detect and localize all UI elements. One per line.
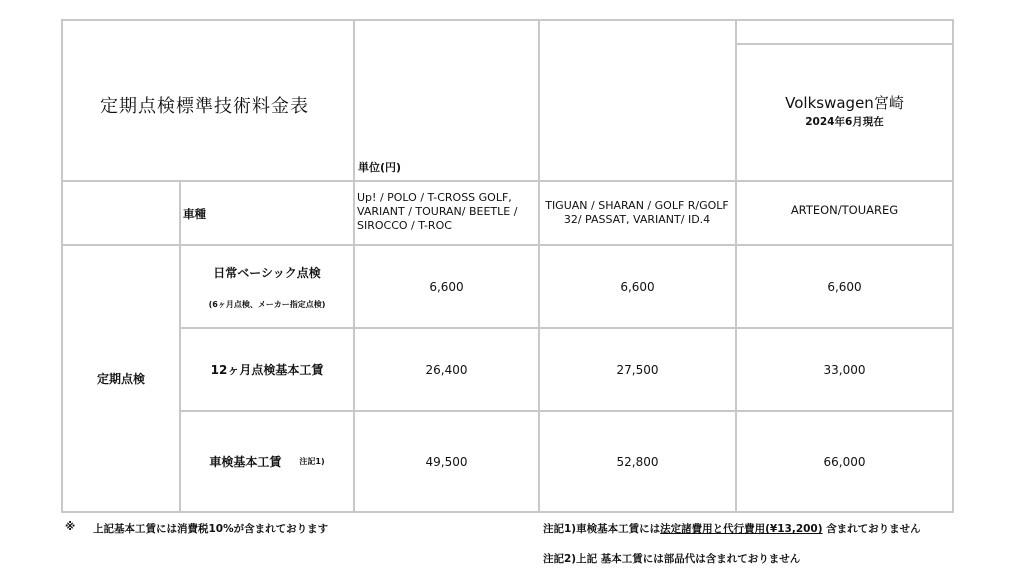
footnote-2: 注記2)上記 基本工賃には部品代は含まれておりません: [543, 553, 801, 565]
table-cell: 66,000: [823, 454, 866, 469]
section-label: 定期点検: [96, 372, 145, 386]
as-of-date: 2024年6月現在: [805, 116, 884, 128]
table-cell: 6,600: [429, 279, 464, 294]
grid-line-header-bottom: [61, 180, 954, 182]
footnote-1-tail: 含まれておりません: [826, 523, 921, 535]
row-name: 車検基本工賃: [209, 455, 282, 469]
dealer-name: Volkswagen宮崎: [785, 94, 904, 112]
dealer-block: [737, 92, 952, 129]
footnote-1-fees: 法定諸費用と代行費用(¥13,200): [660, 523, 823, 535]
unit-label: 単位(円): [358, 161, 402, 174]
grid-line-bottom: [61, 511, 954, 513]
vehicle-group-1: Up! / POLO / T-CROSS GOLF, VARIANT / TOURAN/ BEETLE / SIROCCO / T-ROC: [357, 191, 518, 232]
table-row-label: [181, 246, 353, 327]
table-row-label: [181, 412, 353, 511]
row-name: 12ヶ月点検基本工賃: [210, 363, 324, 377]
table-cell: 6,600: [620, 279, 655, 294]
table-row-label: [181, 329, 353, 410]
table-cell: 27,500: [616, 362, 659, 377]
tax-note-mark: ※: [65, 521, 76, 533]
row-name: 日常ベーシック点検: [213, 265, 321, 280]
vehicle-group-2: TIGUAN / SHARAN / GOLF R/GOLF 32/ PASSAT, VARIANT/ ID.4: [545, 199, 729, 226]
row-sub: 注記1): [299, 457, 325, 466]
vehicle-group-3: ARTEON/TOUAREG: [790, 203, 899, 217]
table-cell: 49,500: [425, 454, 468, 469]
table-cell: 6,600: [827, 279, 862, 294]
row-sub: (6ヶ月点検、メーカー指定点検): [208, 299, 326, 309]
table-cell: 33,000: [823, 362, 866, 377]
footnote-1-lead: 注記1)車検基本工賃には: [543, 523, 661, 535]
grid-line-top: [61, 19, 954, 21]
vehicle-type-label: 車種: [183, 207, 206, 221]
table-cell: 26,400: [425, 362, 468, 377]
grid-line-dealer-top: [735, 43, 954, 45]
tax-note: 上記基本工賃には消費税10%が含まれております: [93, 523, 329, 535]
page-title: 定期点検標準技術料金表: [100, 96, 309, 117]
footnote-1: [543, 521, 921, 536]
table-cell: 52,800: [616, 454, 659, 469]
grid-line-right: [952, 19, 954, 513]
